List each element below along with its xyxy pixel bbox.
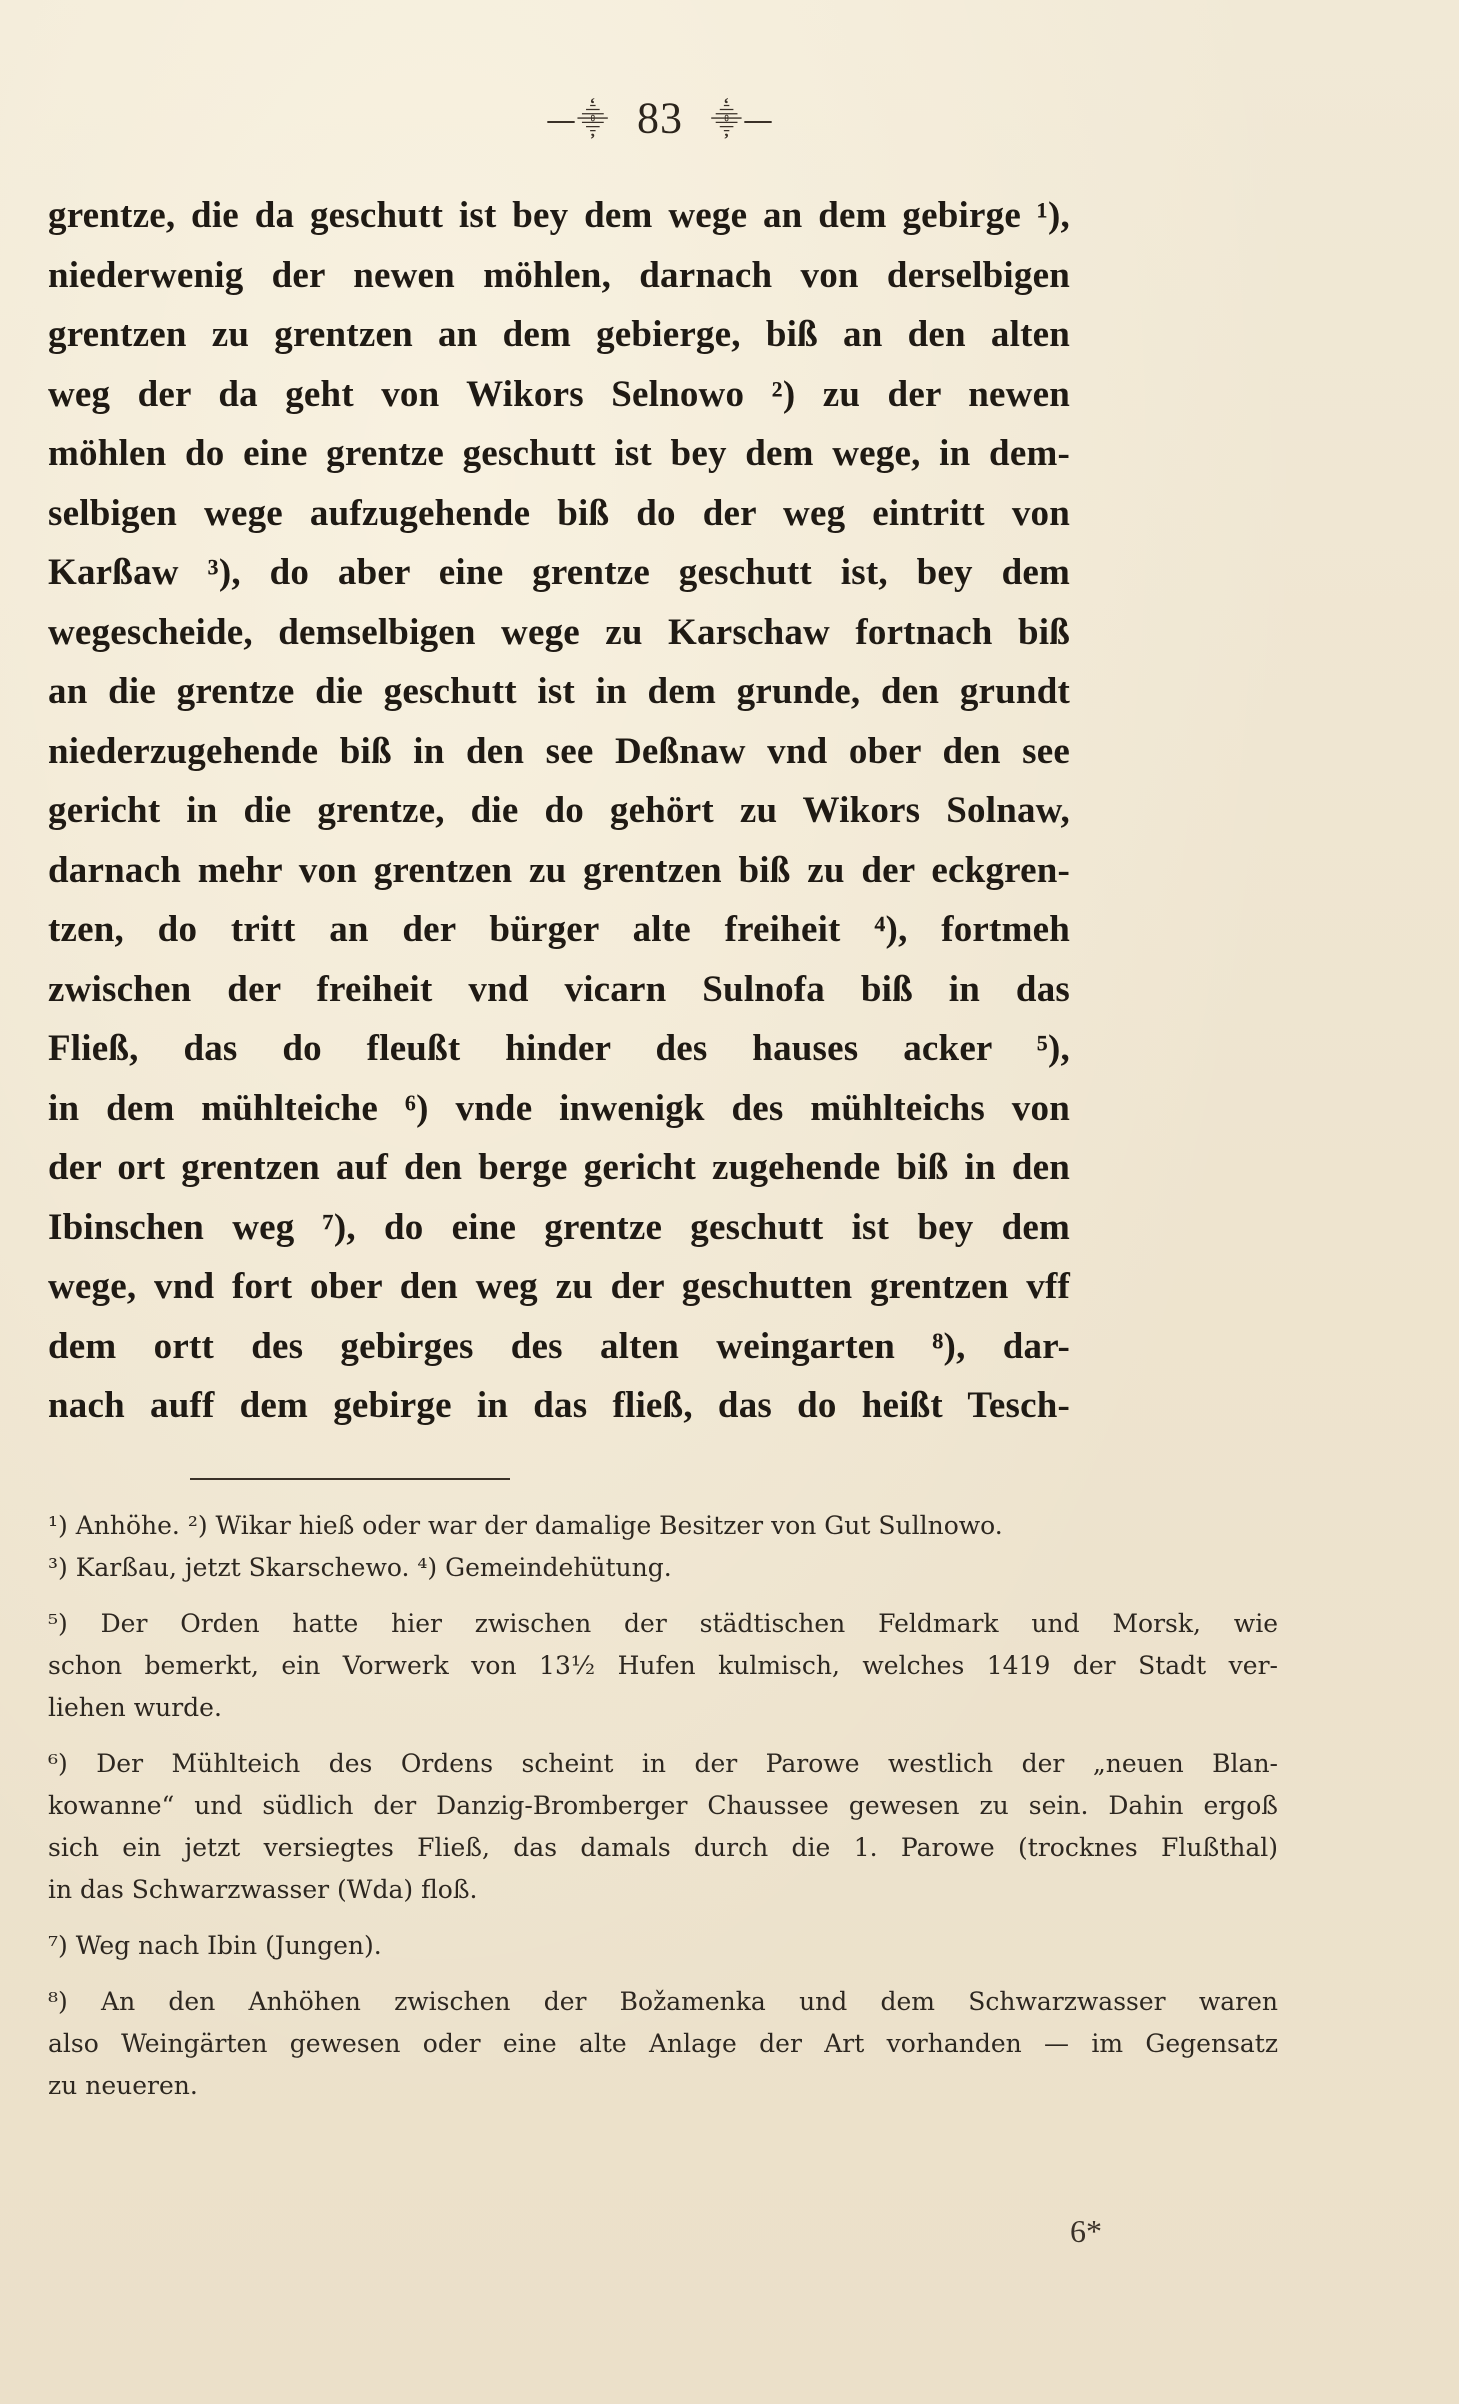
- footnote-line: kowanne“ und südlich der Danzig-Bromberger Chaussee gewesen zu sein. Dahin ergoß: [48, 1791, 1278, 1820]
- footnote-line: ¹) Anhöhe. ²) Wikar hieß oder war der damalige Besitzer von Gut Sullnowo.: [48, 1511, 1003, 1540]
- footnote-line: sich ein jetzt versiegtes Fließ, das damals durch die 1. Parowe (trocknes Flußthal): [48, 1833, 1278, 1862]
- footnote-line: ⁵) Der Orden hatte hier zwischen der städtischen Feldmark und Morsk, wie: [48, 1609, 1278, 1638]
- text-line: niederzugehende biß in den see Deßnaw vnd ober den see: [48, 730, 1070, 772]
- text-line: grentzen zu grentzen an dem gebierge, biß an den alten: [48, 314, 1070, 355]
- footnote-line: ⁶) Der Mühlteich des Ordens scheint in der Parowe westlich der „neuen Blan-: [48, 1749, 1278, 1778]
- text-line: niederwenig der newen möhlen, darnach von derselbigen: [48, 254, 1070, 296]
- text-line: grentze, die da geschutt ist bey dem wege an dem gebirge ¹),: [48, 195, 1070, 236]
- running-header: [0, 92, 1320, 144]
- footnote-line: ⁷) Weg nach Ibin (Jungen).: [48, 1931, 382, 1960]
- text-line: wege, vnd fort ober den weg zu der geschutten grentzen vff: [48, 1266, 1070, 1307]
- text-line: selbigen wege aufzugehende biß do der weg eintritt von: [48, 492, 1070, 534]
- right-ornament: ⸎—: [710, 102, 774, 138]
- text-line: Fließ, das do fleußt hinder des hauses acker ⁵),: [48, 1028, 1070, 1069]
- text-line: zwischen der freiheit vnd vicarn Sulnofa biß in das: [48, 968, 1070, 1010]
- footnote-line: ³) Karßau, jetzt Skarschewo. ⁴) Gemeindehütung.: [48, 1553, 672, 1582]
- text-line: nach auff dem gebirge in das fließ, das do heißt Tesch-: [48, 1385, 1070, 1426]
- footnote-line: zu neueren.: [48, 2071, 198, 2100]
- text-line: Ibinschen weg ⁷), do eine grentze geschutt ist bey dem: [48, 1206, 1070, 1248]
- footnote-line: schon bemerkt, ein Vorwerk von 13½ Hufen kulmisch, welches 1419 der Stadt ver-: [48, 1651, 1278, 1680]
- text-line: an die grentze die geschutt ist in dem grunde, den grundt: [48, 671, 1070, 712]
- page-number: 83: [637, 93, 683, 143]
- text-line: der ort grentzen auf den berge gericht zugehende biß in den: [48, 1147, 1070, 1188]
- text-line: wegescheide, demselbigen wege zu Karschaw fortnach biß: [48, 611, 1070, 653]
- footnote-line: liehen wurde.: [48, 1693, 222, 1722]
- text-line: dem ortt des gebirges des alten weingarten ⁸), dar-: [48, 1325, 1070, 1367]
- text-line: Karßaw ³), do aber eine grentze geschutt ist, bey dem: [48, 552, 1070, 593]
- footnote-line: also Weingärten gewesen oder eine alte Anlage der Art vorhanden — im Gegensatz: [48, 2029, 1278, 2058]
- text-line: möhlen do eine grentze geschutt ist bey dem wege, in dem-: [48, 433, 1070, 474]
- signature-mark: 6*: [1070, 2213, 1102, 2249]
- text-line: tzen, do tritt an der bürger alte freiheit ⁴), fortmeh: [48, 909, 1070, 950]
- footnote-line: ⁸) An den Anhöhen zwischen der Božamenka und dem Schwarzwasser waren: [48, 1987, 1278, 2016]
- text-line: in dem mühlteiche ⁶) vnde inwenigk des mühlteichs von: [48, 1087, 1070, 1129]
- footnote-line: in das Schwarzwasser (Wda) floß.: [48, 1875, 478, 1904]
- footnotes: [48, 1505, 1278, 2107]
- main-text: [48, 186, 1070, 1436]
- text-line: gericht in die grentze, die do gehört zu Wikors Solnaw,: [48, 790, 1070, 831]
- text-line: darnach mehr von grentzen zu grentzen biß zu der eckgren-: [48, 849, 1070, 891]
- left-ornament: —⸎: [546, 102, 610, 138]
- text-line: weg der da geht von Wikors Selnowo ²) zu der newen: [48, 373, 1070, 415]
- footnote-divider: [190, 1478, 510, 1480]
